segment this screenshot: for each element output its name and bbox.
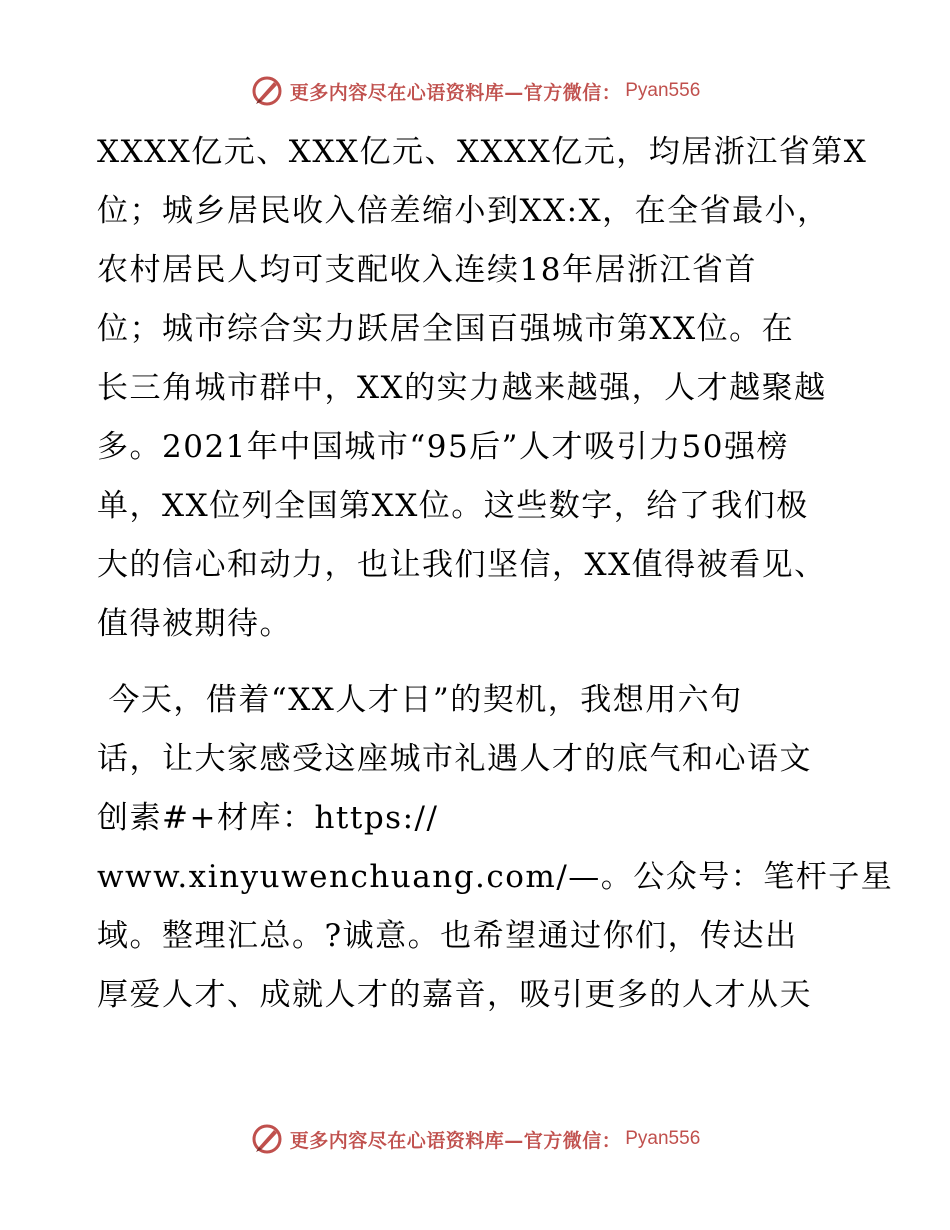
text-line: 位；城市综合实力跃居全国百强城市第XX位。在 xyxy=(97,311,795,347)
header-banner xyxy=(0,71,950,111)
brush-logo-icon xyxy=(250,1122,284,1156)
text-line: 值得被期待。 xyxy=(97,606,292,642)
text-line: 今天，借着“XX人才日”的契机，我想用六句 xyxy=(97,682,743,718)
text-line: 长三角城市群中，XX的实力越来越强，人才越聚越 xyxy=(97,370,827,406)
banner-text: 更多内容尽在心语资料库—官方微信： xyxy=(289,1129,622,1152)
text-line: 单，XX位列全国第XX位。这些数字，给了我们极 xyxy=(97,488,809,524)
paragraph xyxy=(97,123,867,654)
footer-banner xyxy=(0,1119,950,1159)
banner-text: 更多内容尽在心语资料库—官方微信： xyxy=(289,81,622,104)
text-line: 农村居民人均可支配收入连续18年居浙江省首 xyxy=(97,252,757,288)
paragraph xyxy=(97,671,894,1025)
text-line: 位；城乡居民收入倍差缩小到XX:X，在全省最小， xyxy=(97,193,830,229)
document-body xyxy=(97,123,894,1025)
wechat-id: Pyan556 xyxy=(625,1128,701,1149)
brush-logo-icon xyxy=(250,74,284,108)
text-line: 话，让大家感受这座城市礼遇人才的底气和心语文 xyxy=(97,741,812,777)
text-line: 厚爱人才、成就人才的嘉音，吸引更多的人才从天 xyxy=(97,977,812,1013)
text-line: 域。整理汇总。?诚意。也希望通过你们，传达出 xyxy=(97,918,798,954)
wechat-id: Pyan556 xyxy=(625,80,701,101)
text-line: 创素#+材库：https:// xyxy=(97,800,439,836)
text-line: 大的信心和动力，也让我们坚信，XX值得被看见、 xyxy=(97,547,827,583)
text-line: XXXX亿元、XXX亿元、XXXX亿元，均居浙江省第X xyxy=(97,134,868,170)
text-line: www.xinyuwenchuang.com/—。公众号：笔杆子星 xyxy=(97,859,894,895)
text-line: 多。2021年中国城市“95后”人才吸引力50强榜 xyxy=(97,429,789,465)
paragraph-spacer xyxy=(97,654,867,671)
